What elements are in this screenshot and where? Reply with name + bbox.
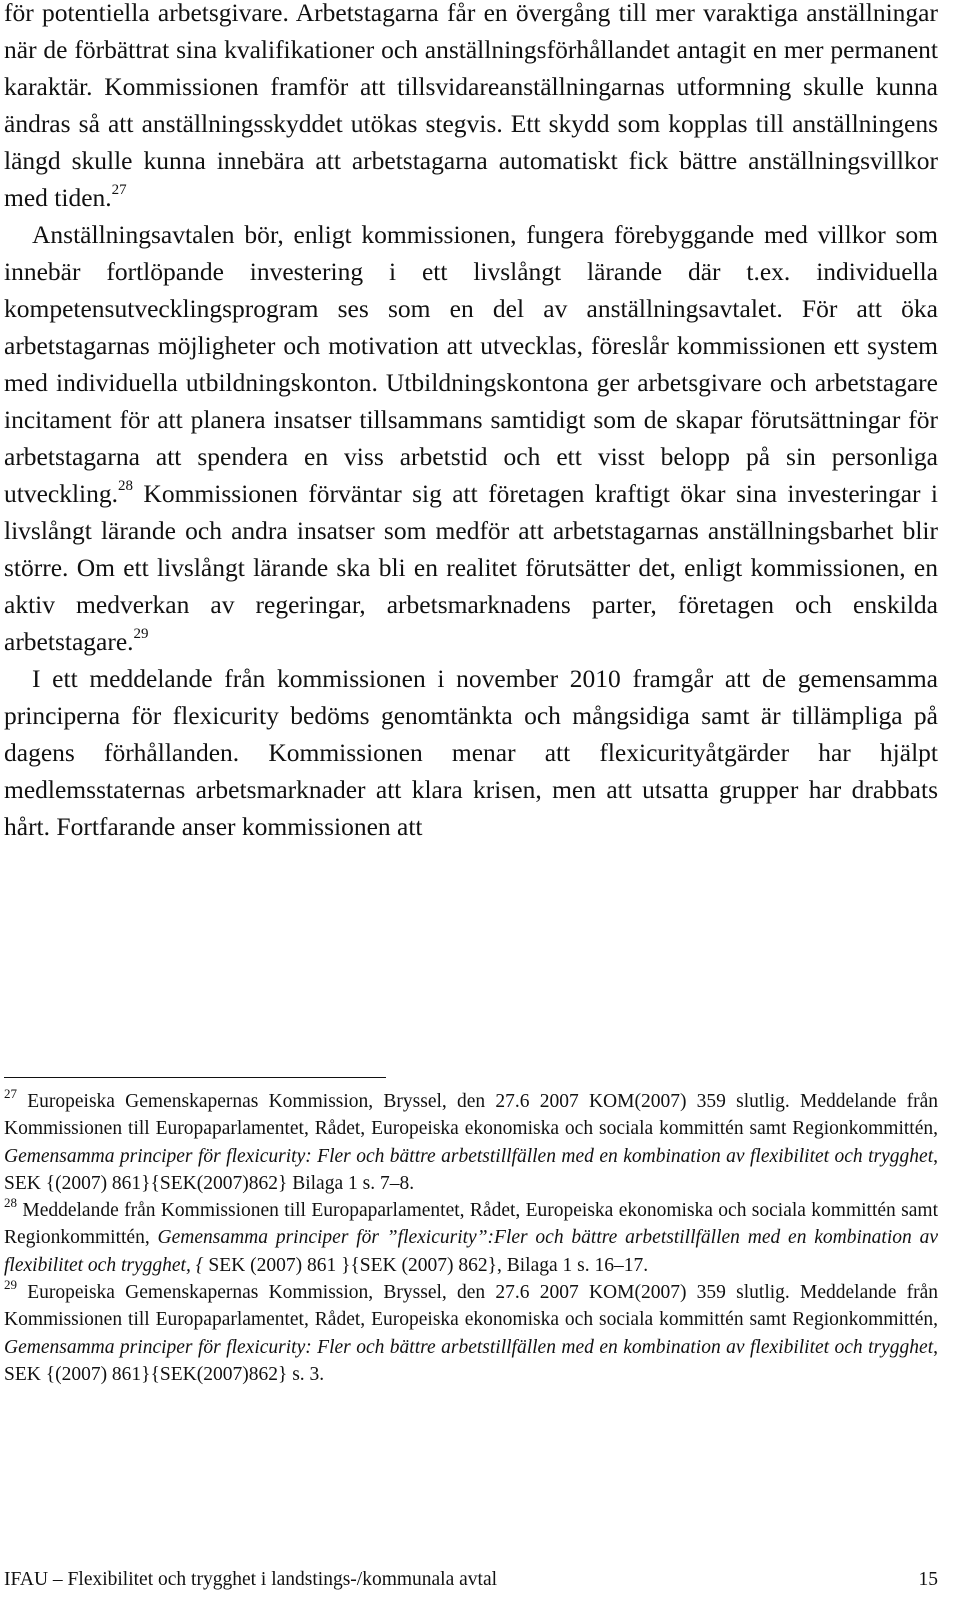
footnote-28 [4,1194,938,1279]
paragraph-3-text: I ett meddelande från kommissionen i november 2010 framgår att de gemensamma principerna för flexicurity bedöms genomtänkta och mångsidiga samt är tillämpliga på dagens förhållanden. Kommissionen menar att flexicurityåtgärder har hjälpt medlemsstaternas arbetsmarknader att klara krisen, men att utsatta grupper har drabbats hårt. Fortfarande anser kommissionen att [4,664,938,841]
paragraph-1 [4,0,938,216]
footnote-ref-27[interactable]: 27 [111,181,127,198]
footnote-ref-28[interactable]: 28 [118,477,134,494]
footnote-divider [4,1077,386,1078]
footnote-27-text-a: Europeiska Gemenskapernas Kommission, Bryssel, den 27.6 2007 KOM(2007) 359 slutlig. Meddelande från Kommissionen till Europaparlamentet, Rådet, Europeiska ekonomiska och sociala kommittén samt Regionkommittén, [4,1091,938,1140]
paragraph-2-text: Anställningsavtalen bör, enligt kommissionen, fungera förebyggande med villkor som innebär fortlöpande investering i ett livslångt lärande där t.ex. individuella kompetensutvecklingsprogram ses som en del av anställningsavtalet. För att öka arbetstagarnas möjligheter och motivation att utvecklas, föreslår kommissionen ett system med individuella utbildningskonton. Utbildningskontona ger arbetsgivare och arbetstagare incitament för att planera insatser tillsammans samtidigt som de skapar förutsättningar för arbetstagarna att spendera en viss arbetstid och ett visst belopp på sin personliga utveckling. [4,220,938,508]
page-footer [4,1567,938,1593]
footnote-27-text-b: , SEK {(2007) 861}{SEK(2007)862} Bilaga 1 s. 7–8. [4,1145,938,1194]
footnotes [4,1085,938,1388]
main-text [4,0,938,845]
paragraph-2b-text: Kommissionen förväntar sig att företagen kraftigt ökar sina investeringar i livslångt lärande och andra insatser som medför att arbetstagarnas anställningsbarhet blir större. Om ett livslångt lärande ska bli en realitet förutsätter det, enligt kommissionen, en aktiv medverkan av regeringar, arbetsmarknadens parter, företagen och enskilda arbetstagare. [4,479,939,656]
footnote-29 [4,1276,938,1388]
footer-title: IFAU – Flexibilitet och trygghet i landstings-/kommunala avtal [4,1569,498,1590]
footnote-28-number: 28 [4,1194,17,1210]
footnote-27-number: 27 [4,1085,17,1101]
footnote-28-title: Gemensamma principer för ”flexicurity”:Fler och bättre arbetstillfällen med en kombination av flexibilitet och trygghet, { [4,1227,938,1276]
footnote-27-title: Gemensamma principer för flexicurity: Fler och bättre arbetstillfällen med en kombination av flexibilitet och trygghet [4,1145,934,1167]
footnote-28-text-a: Meddelande från Kommissionen till Europaparlamentet, Rådet, Europeiska ekonomiska och sociala kommittén samt Regionkommittén, [4,1200,938,1249]
footnote-29-title: Gemensamma principer för flexicurity: Fler och bättre arbetstillfällen med en kombination av flexibilitet och trygghet [4,1336,934,1358]
footnote-29-text-a: Europeiska Gemenskapernas Kommission, Bryssel, den 27.6 2007 KOM(2007) 359 slutlig. Meddelande från Kommissionen till Europaparlamentet, Rådet, Europeiska ekonomiska och sociala kommittén samt Regionkommittén, [4,1282,938,1331]
footnote-28-text-b: SEK (2007) 861 }{SEK (2007) 862}, Bilaga 1 s. 16–17. [208,1254,649,1276]
paragraph-2 [4,216,938,660]
paragraph-1-text: för potentiella arbetsgivare. Arbetstagarna får en övergång till mer varaktiga anställningar när de förbättrat sina kvalifikationer och anställningsförhållandet antagit en mer permanent karaktär. Kommissionen framför att tillsvidareanställningarnas utformning skulle kunna ändras så att anställningsskyddet utökas stegvis. Ett skydd som kopplas till anställningens längd skulle kunna innebära att arbetstagarna automatiskt fick bättre anställningsvillkor med tiden. [4,0,938,212]
footnote-ref-29[interactable]: 29 [133,625,149,642]
footnote-27 [4,1085,938,1197]
paragraph-3 [4,660,938,845]
footnote-29-number: 29 [4,1276,17,1292]
footnote-29-text-b: , SEK {(2007) 861}{SEK(2007)862} s. 3. [4,1336,938,1385]
page-number: 15 [918,1569,938,1590]
